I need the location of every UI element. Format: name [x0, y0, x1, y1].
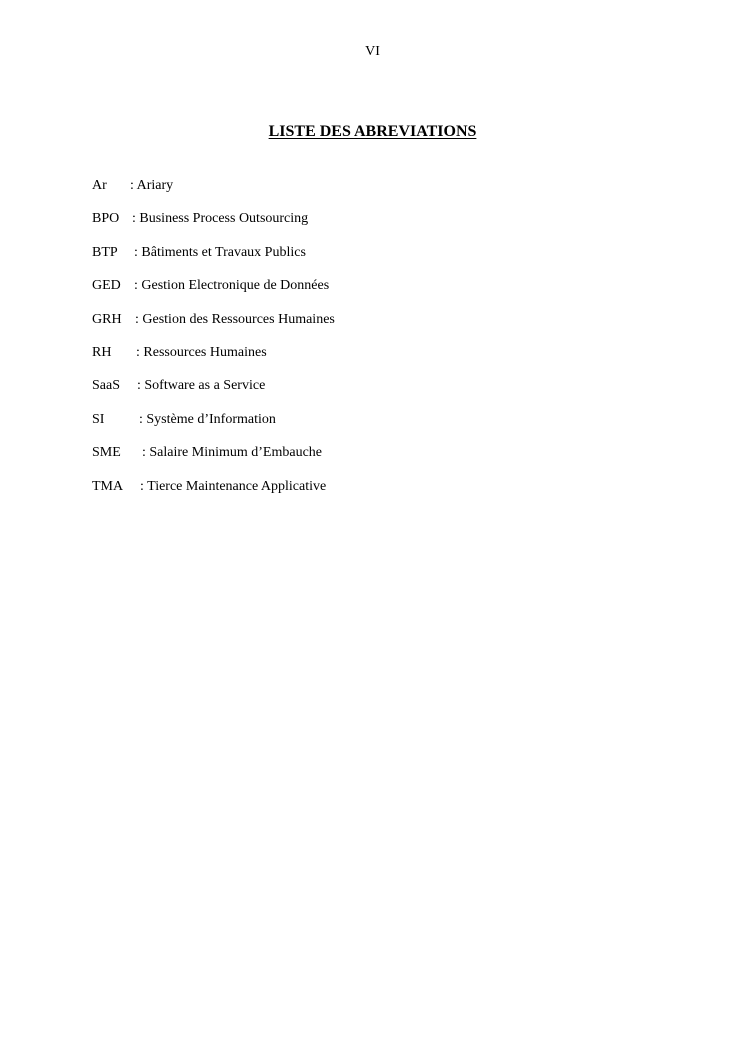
abbreviation-row: [92, 178, 652, 211]
abbreviation-code: TMA: [92, 478, 124, 494]
abbreviation-definition: : Business Process Outsourcing: [132, 211, 309, 227]
abbreviation-definition: : Gestion des Ressources Humaines: [135, 311, 335, 327]
abbreviation-code: GED: [92, 278, 121, 294]
abbreviation-list: [92, 178, 652, 512]
page-title: [0, 123, 745, 141]
abbreviation-row: [92, 278, 652, 311]
page-number: VI: [365, 44, 380, 59]
page-title-text: LISTE DES ABREVIATIONS: [268, 123, 477, 140]
abbreviation-definition: : Système d’Information: [139, 411, 276, 427]
abbreviation-code: BTP: [92, 244, 118, 260]
abbreviation-definition: : Salaire Minimum d’Embauche: [142, 445, 323, 461]
abbreviation-definition: : Ariary: [130, 178, 174, 193]
abbreviation-code: RH: [92, 344, 112, 360]
abbreviation-code: SI: [92, 411, 105, 427]
abbreviation-code: SaaS: [92, 378, 120, 394]
abbreviation-definition: : Tierce Maintenance Applicative: [140, 478, 327, 494]
abbreviation-row: [92, 245, 652, 278]
abbreviation-definition: : Bâtiments et Travaux Publics: [134, 244, 306, 260]
abbreviation-row: [92, 345, 652, 378]
abbreviation-definition: : Gestion Electronique de Données: [134, 278, 330, 294]
abbreviation-code: GRH: [92, 311, 122, 327]
abbreviation-code: BPO: [92, 211, 120, 227]
abbreviation-definition: : Ressources Humaines: [136, 344, 267, 360]
abbreviation-row: [92, 479, 652, 512]
abbreviation-row: [92, 312, 652, 345]
abbreviation-row: [92, 378, 652, 411]
abbreviation-definition: : Software as a Service: [137, 378, 266, 394]
abbreviation-code: Ar: [92, 178, 107, 193]
abbreviation-row: [92, 211, 652, 244]
abbreviation-row: [92, 445, 652, 478]
abbreviation-row: [92, 412, 652, 445]
abbreviation-code: SME: [92, 445, 121, 461]
